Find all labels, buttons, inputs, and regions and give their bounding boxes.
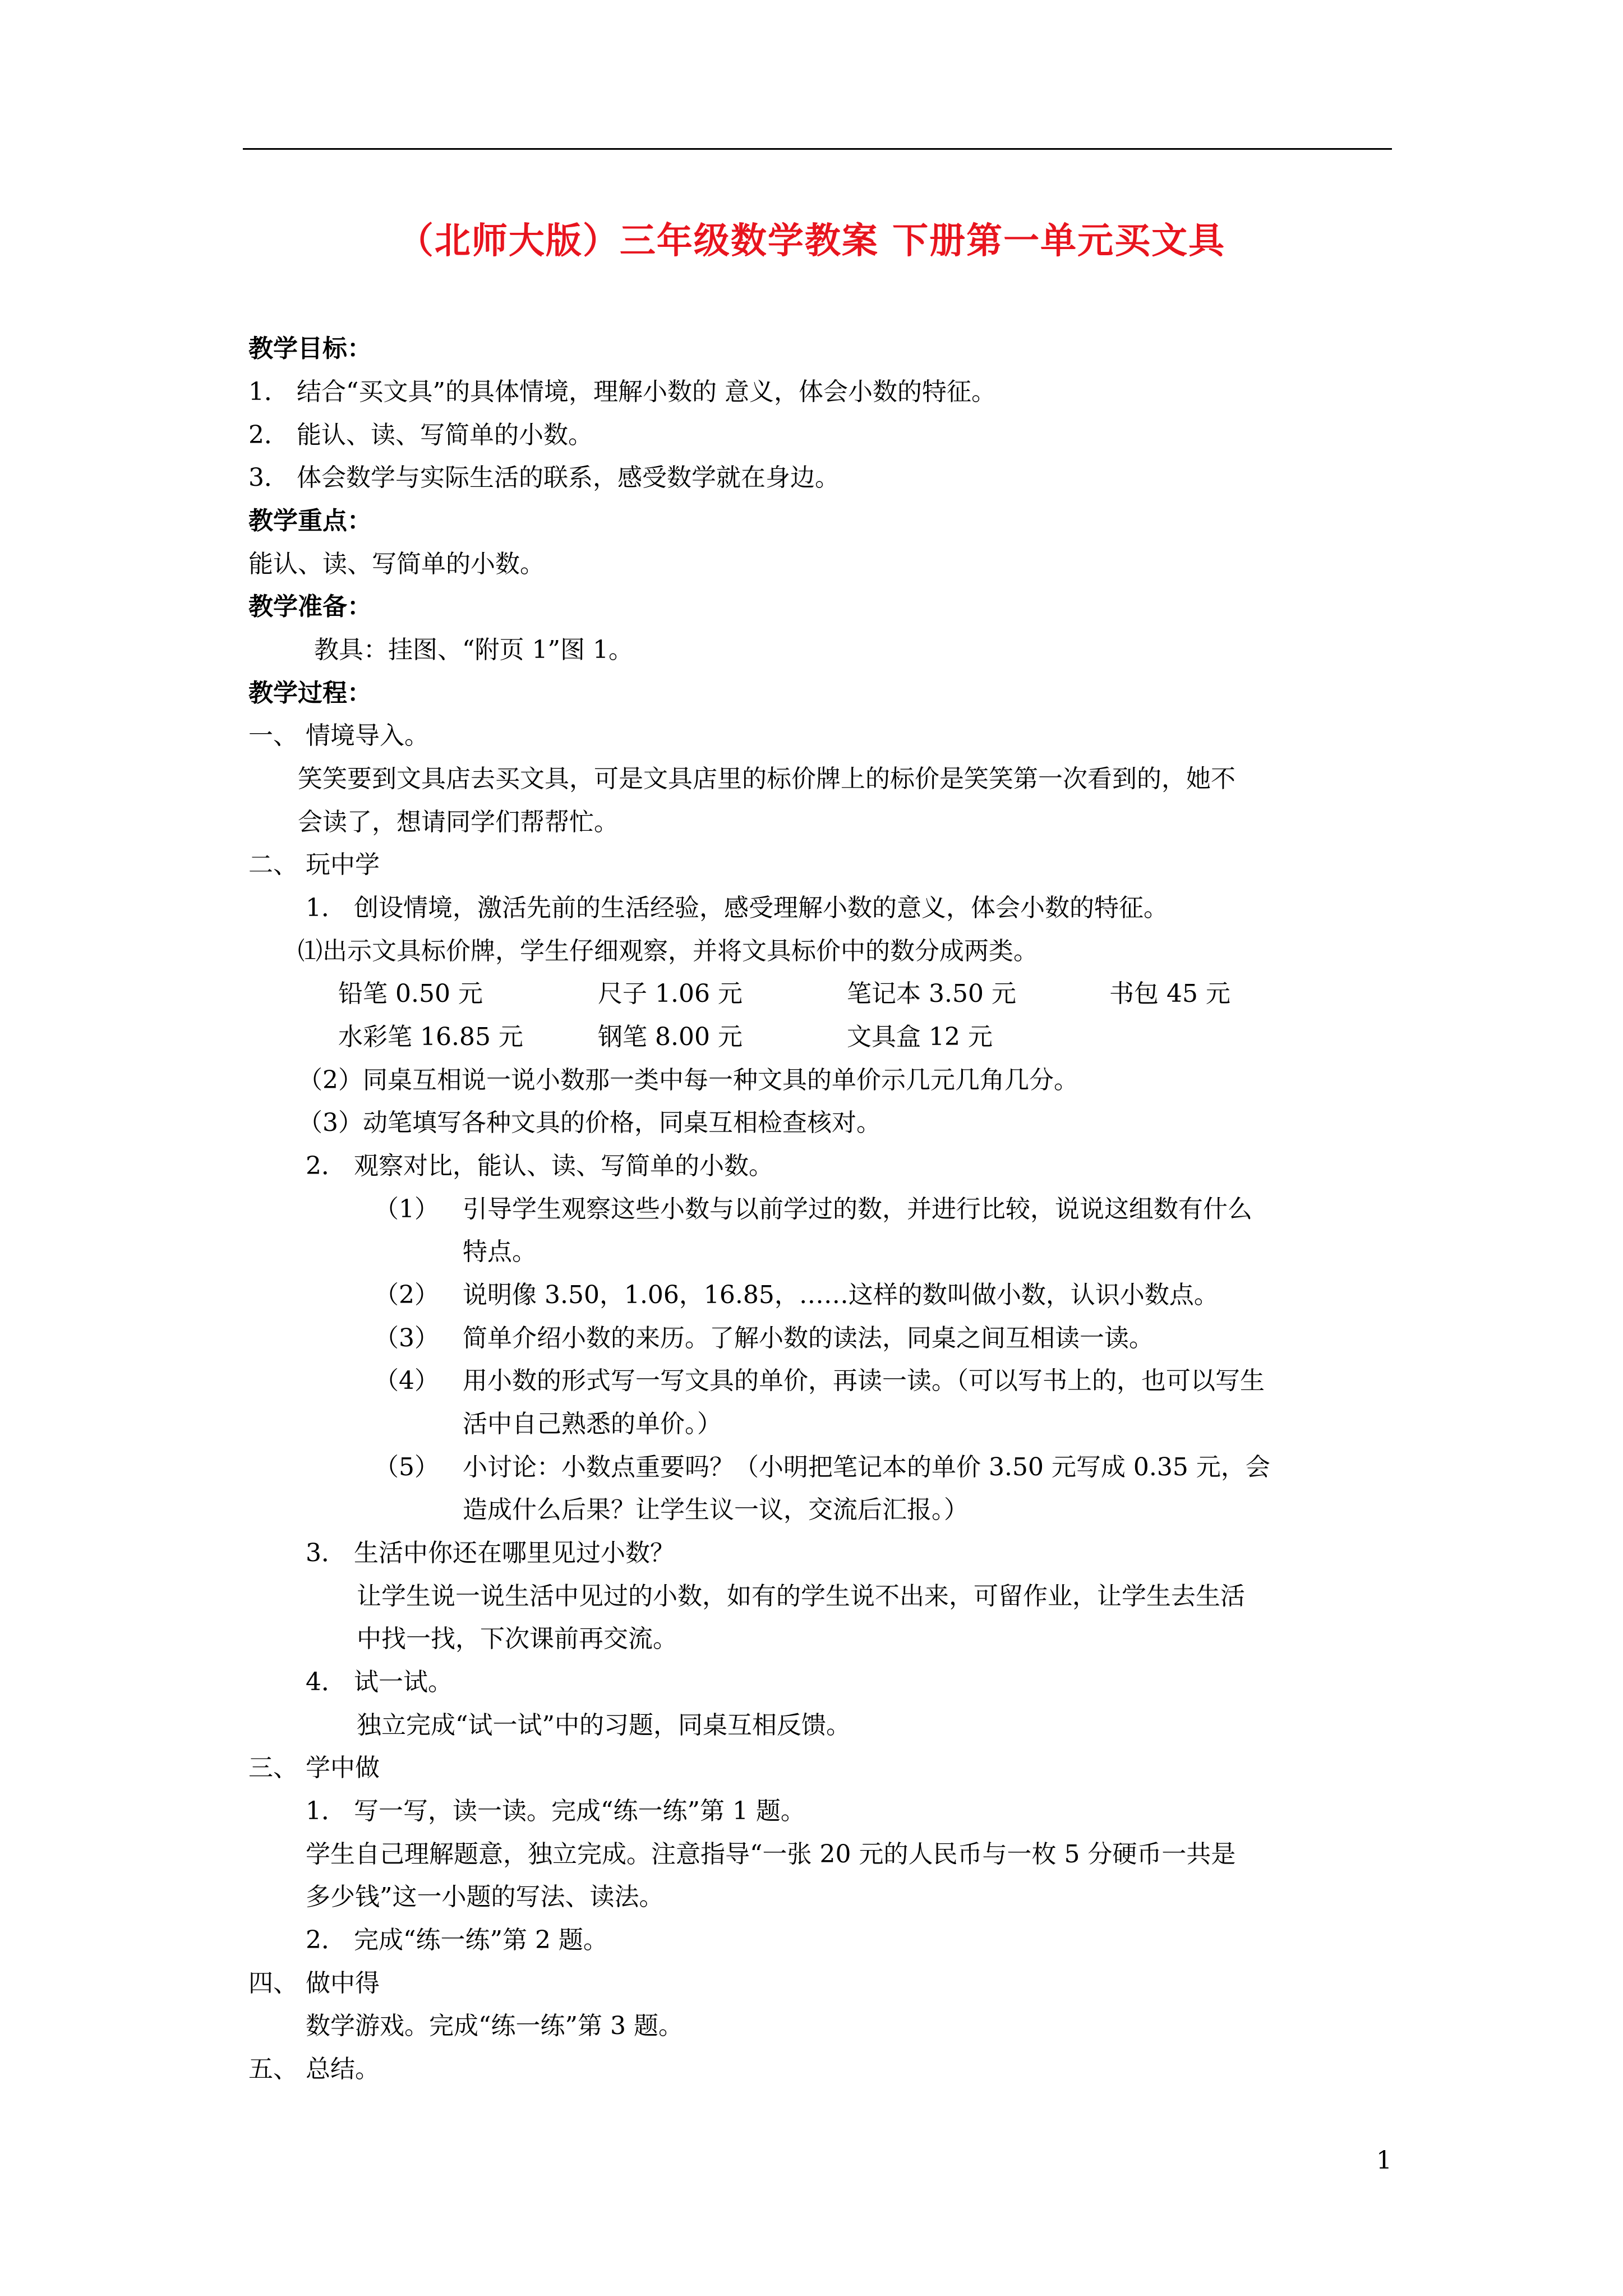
- focus-heading: 教学重点：: [248, 507, 372, 535]
- price-label: 钢笔 8.00 元: [598, 1023, 743, 1051]
- sub-item-text: 引导学生观察这些小数与以前学过的数，并进行比较，说说这组数有什么: [463, 1195, 1252, 1223]
- price-label: 文具盒 12 元: [847, 1023, 993, 1051]
- objectives-heading: 教学目标：: [248, 334, 372, 363]
- list-item: 2． 完成“练一练”第 2 题。: [306, 1926, 608, 1954]
- header-rule: [243, 148, 1392, 150]
- sub-item-number: （2）: [374, 1281, 439, 1309]
- sub-item-text: 小讨论：小数点重要吗？（小明把笔记本的单价 3.50 元写成 0.35 元，会: [463, 1453, 1270, 1481]
- sub-item-number: （5）: [374, 1453, 439, 1481]
- price-label: 尺子 1.06 元: [598, 979, 743, 1008]
- paragraph: 独立完成“试一试”中的习题，同桌互相反馈。: [357, 1711, 851, 1740]
- list-item: （3）动笔填写各种文具的价格，同桌互相检查核对。: [298, 1108, 881, 1137]
- focus-text: 能认、读、写简单的小数。: [248, 550, 545, 578]
- paragraph: 笑笑要到文具店去买文具，可是文具店里的标价牌上的标价是笑笑第一次看到的，她不: [298, 765, 1235, 793]
- sub-item-number: （4）: [374, 1366, 439, 1395]
- price-label: 水彩笔 16.85 元: [338, 1023, 523, 1051]
- sub-item-text: 造成什么后果？让学生议一议，交流后汇报。）: [463, 1496, 969, 1524]
- sub-item-number: （3）: [374, 1324, 439, 1352]
- sub-item-text: 特点。: [463, 1237, 537, 1266]
- paragraph: 让学生说一说生活中见过的小数，如有的学生说不出来，可留作业，让学生去生活: [357, 1582, 1245, 1611]
- objective-item: 1． 结合“买文具”的具体情境，理解小数的 意义，体会小数的特征。: [248, 378, 996, 406]
- process-heading: 教学过程：: [248, 679, 372, 707]
- list-item: 1． 创设情境，激活先前的生活经验，感受理解小数的意义，体会小数的特征。: [306, 894, 1168, 922]
- section-title: 一、 情境导入。: [248, 721, 429, 750]
- price-label: 笔记本 3.50 元: [847, 979, 1016, 1008]
- price-label: 书包 45 元: [1109, 979, 1230, 1008]
- sub-item-text: 说明像 3.50，1.06，16.85，……这样的数叫做小数，认识小数点。: [463, 1281, 1219, 1309]
- sub-item-number: （1）: [374, 1195, 439, 1223]
- section-title: 四、 做中得: [248, 1969, 380, 1998]
- list-item: 4． 试一试。: [306, 1668, 453, 1696]
- sub-item-text: 活中自己熟悉的单价。）: [463, 1410, 722, 1438]
- objective-item: 2． 能认、读、写简单的小数。: [248, 421, 593, 449]
- sub-item-text: 简单介绍小数的来历。了解小数的读法，同桌之间互相读一读。: [463, 1324, 1154, 1352]
- paragraph: 学生自己理解题意，独立完成。注意指导“一张 20 元的人民币与一枚 5 分硬币一共是: [306, 1840, 1236, 1869]
- paragraph: 中找一找，下次课前再交流。: [357, 1625, 677, 1653]
- list-item: （2）同桌互相说一说小数那一类中每一种文具的单价示几元几角几分。: [298, 1066, 1078, 1094]
- prep-text: 教具：挂图、“附页 1”图 1。: [314, 636, 633, 664]
- price-label: 铅笔 0.50 元: [338, 979, 483, 1008]
- list-item: 1． 写一写，读一读。完成“练一练”第 1 题。: [306, 1797, 805, 1825]
- paragraph: 数学游戏。完成“练一练”第 3 题。: [306, 2012, 683, 2040]
- section-title: 五、 总结。: [248, 2055, 380, 2083]
- list-item: ⑴出示文具标价牌，学生仔细观察，并将文具标价中的数分成两类。: [298, 937, 1038, 965]
- list-item: 3． 生活中你还在哪里见过小数？: [306, 1539, 675, 1567]
- paragraph: 多少钱”这一小题的写法、读法。: [306, 1883, 664, 1911]
- prep-heading: 教学准备：: [248, 592, 372, 621]
- page-title: （北师大版）三年级数学教案 下册第一单元买文具: [397, 220, 1226, 262]
- list-item: 2． 观察对比，能认、读、写简单的小数。: [306, 1152, 773, 1180]
- page-number: 1: [1376, 2146, 1392, 2175]
- section-title: 三、 学中做: [248, 1754, 380, 1782]
- section-title: 二、 玩中学: [248, 850, 380, 879]
- paragraph: 会读了，想请同学们帮帮忙。: [298, 808, 619, 836]
- objective-item: 3． 体会数学与实际生活的联系，感受数学就在身边。: [248, 463, 840, 492]
- sub-item-text: 用小数的形式写一写文具的单价，再读一读。（可以写书上的，也可以写生: [463, 1366, 1265, 1395]
